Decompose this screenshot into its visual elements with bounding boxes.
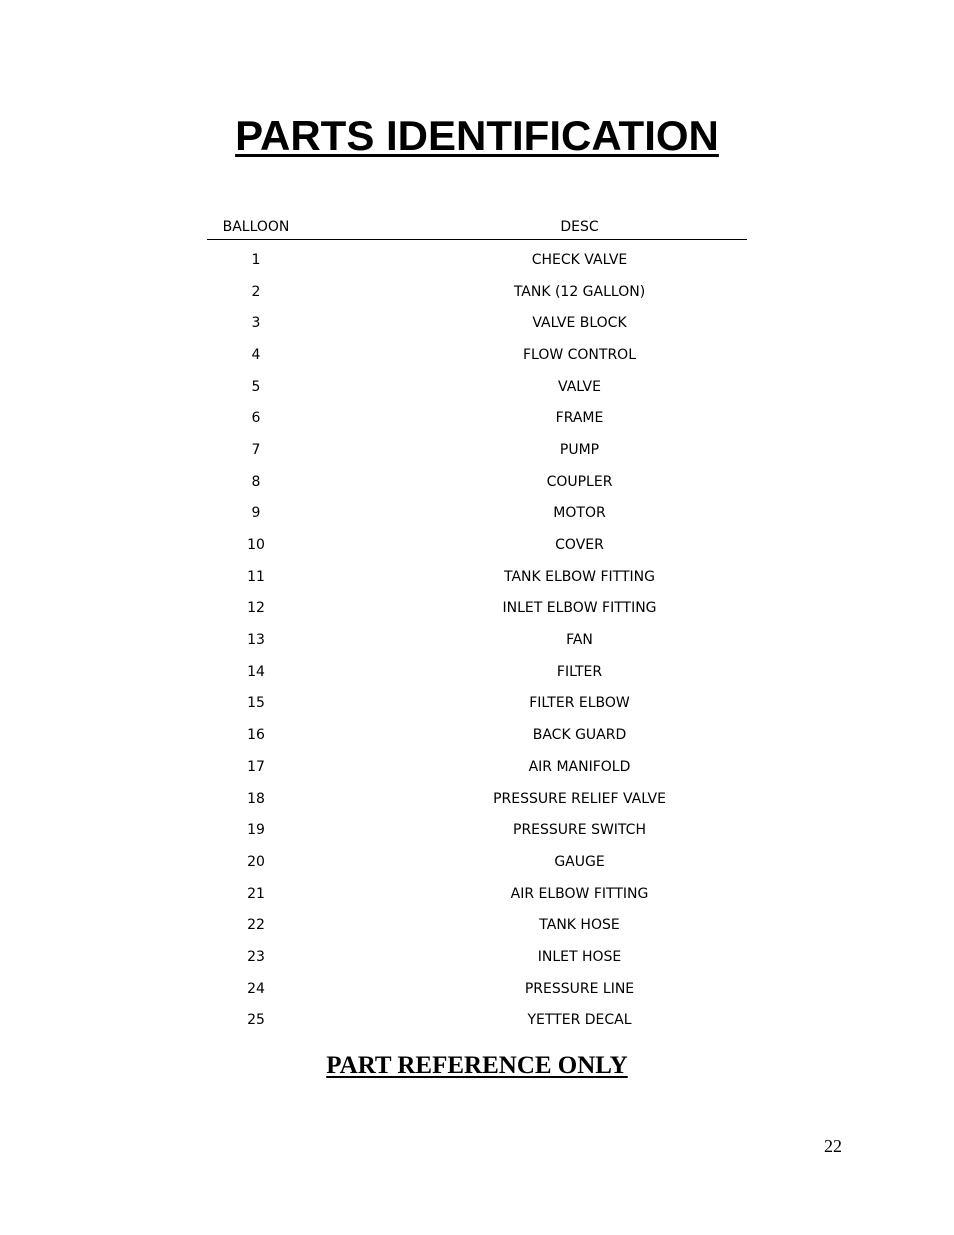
- balloon-number: 10: [247, 537, 265, 554]
- part-description: PRESSURE LINE: [524, 980, 635, 997]
- table-row: [207, 371, 747, 403]
- balloon-number: 20: [247, 853, 265, 870]
- part-description: FRAME: [555, 410, 604, 427]
- balloon-number: 11: [247, 568, 265, 585]
- table-row: [207, 719, 747, 751]
- table-row: [207, 402, 747, 434]
- part-description: VALVE: [558, 378, 601, 395]
- balloon-number: 17: [247, 758, 265, 775]
- part-description: PRESSURE RELIEF VALVE: [493, 790, 666, 807]
- page-title-text: PARTS IDENTIFICATION: [235, 112, 719, 159]
- balloon-number: 9: [251, 505, 261, 522]
- table-row: [207, 878, 747, 910]
- table-row: [207, 529, 747, 561]
- balloon-column-header: BALLOON: [207, 214, 305, 240]
- part-description: AIR ELBOW FITTING: [510, 885, 649, 902]
- table-row: [207, 941, 747, 973]
- table-row: [207, 751, 747, 783]
- table-row: [207, 498, 747, 530]
- table-row: [207, 1005, 747, 1037]
- part-description: COUPLER: [546, 473, 613, 490]
- part-description: TANK HOSE: [539, 917, 620, 934]
- balloon-number: 1: [251, 251, 261, 268]
- balloon-number: 16: [247, 727, 265, 744]
- part-description: FLOW CONTROL: [522, 346, 637, 363]
- balloon-number: 25: [247, 1012, 265, 1029]
- balloon-number: 18: [247, 790, 265, 807]
- page-number: 22: [824, 1136, 842, 1156]
- part-description: TANK (12 GALLON): [513, 283, 646, 300]
- table-row: [207, 466, 747, 498]
- table-row: [207, 276, 747, 308]
- table-row: [207, 846, 747, 878]
- part-reference-note-text: PART REFERENCE ONLY: [326, 1052, 628, 1079]
- table-row: [207, 783, 747, 815]
- part-description: FAN: [566, 632, 593, 649]
- part-description: BACK GUARD: [532, 727, 627, 744]
- table-row: [207, 624, 747, 656]
- part-description: INLET HOSE: [537, 948, 622, 965]
- table-row: [207, 656, 747, 688]
- parts-table-body: [207, 240, 747, 1037]
- table-row: [207, 909, 747, 941]
- part-description: PUMP: [559, 441, 600, 458]
- table-row: [207, 240, 747, 276]
- balloon-number: 8: [251, 473, 261, 490]
- page-title: [0, 110, 954, 162]
- table-row: [207, 339, 747, 371]
- table-row: [207, 973, 747, 1005]
- part-description: GAUGE: [554, 853, 605, 870]
- balloon-number: 3: [251, 315, 261, 332]
- balloon-number: 13: [247, 632, 265, 649]
- part-description: YETTER DECAL: [527, 1012, 632, 1029]
- desc-column-header: DESC: [305, 214, 747, 240]
- part-description: CHECK VALVE: [531, 251, 628, 268]
- part-description: FILTER ELBOW: [529, 695, 630, 712]
- balloon-number: 15: [247, 695, 265, 712]
- part-description: VALVE BLOCK: [532, 315, 627, 332]
- part-description: INLET ELBOW FITTING: [502, 600, 657, 617]
- balloon-number: 12: [247, 600, 265, 617]
- balloon-number: 7: [251, 441, 261, 458]
- balloon-number: 22: [247, 917, 265, 934]
- part-reference-note: [0, 1050, 954, 1082]
- table-row: [207, 307, 747, 339]
- part-description: AIR MANIFOLD: [528, 758, 631, 775]
- table-header-row: [207, 214, 747, 240]
- table-row: [207, 434, 747, 466]
- balloon-number: 5: [251, 378, 261, 395]
- parts-table: [207, 214, 747, 1036]
- balloon-number: 14: [247, 663, 265, 680]
- table-row: [207, 593, 747, 625]
- balloon-number: 24: [247, 980, 265, 997]
- balloon-number: 2: [251, 283, 261, 300]
- part-description: FILTER: [556, 663, 603, 680]
- part-description: COVER: [555, 537, 604, 554]
- balloon-number: 4: [251, 346, 261, 363]
- balloon-number: 19: [247, 822, 265, 839]
- part-description: TANK ELBOW FITTING: [504, 568, 655, 585]
- balloon-number: 23: [247, 948, 265, 965]
- table-row: [207, 814, 747, 846]
- balloon-number: 21: [247, 885, 265, 902]
- part-description: MOTOR: [553, 505, 606, 522]
- part-description: PRESSURE SWITCH: [513, 822, 646, 839]
- table-row: [207, 561, 747, 593]
- balloon-number: 6: [251, 410, 261, 427]
- table-row: [207, 688, 747, 720]
